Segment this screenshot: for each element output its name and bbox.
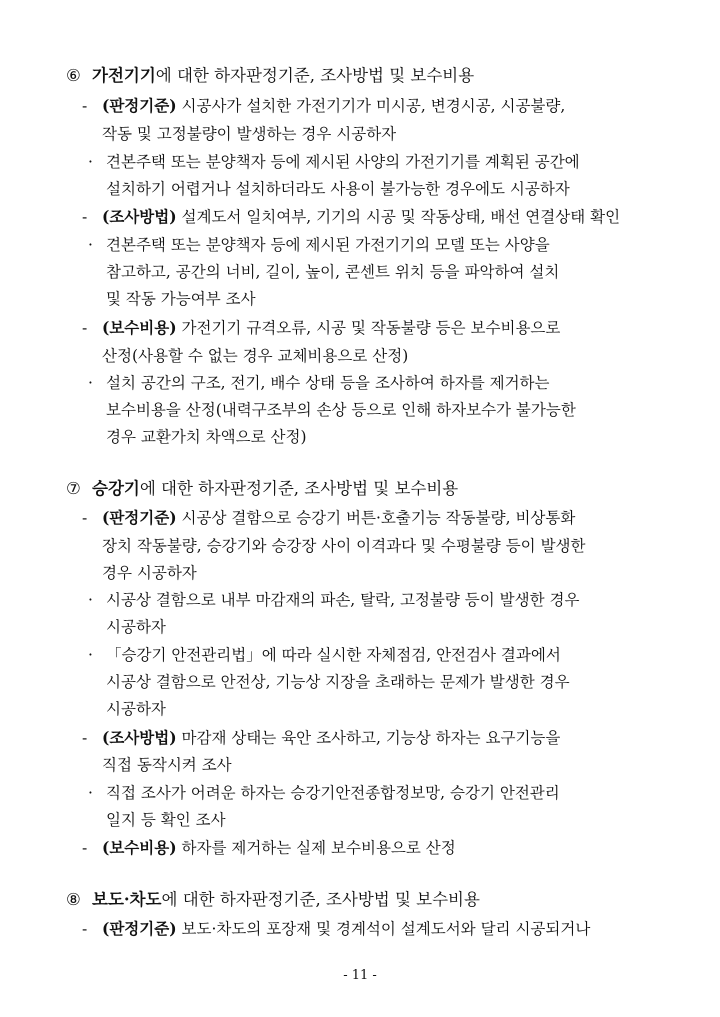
section-subject: 승강기 — [92, 479, 140, 498]
bullet-text: 설치 공간의 구조, 전기, 배수 상태 등을 조사하여 하자를 제거하는 — [106, 374, 550, 392]
cost-label: (보수비용) — [102, 838, 177, 857]
criteria-text-cont: 작동 및 고정불량이 발생하는 경우 시공하자 — [102, 125, 397, 143]
bullet-item — [88, 783, 560, 803]
section-subject: 보도·차도 — [92, 890, 162, 909]
bullet-marker: · — [88, 646, 93, 664]
section-heading — [66, 890, 480, 910]
bullet-text-cont: 시공하자 — [106, 700, 166, 718]
criteria-label: (판정기준) — [102, 919, 177, 938]
section-number: ⑧ — [66, 890, 81, 909]
dash-marker: - — [82, 509, 88, 527]
bullet-marker: · — [88, 236, 93, 254]
bullet-item — [88, 373, 550, 393]
cost-item — [82, 838, 456, 858]
bullet-text: 견본주택 또는 분양책자 등에 제시된 가전기기의 모델 또는 사양을 — [106, 236, 550, 254]
dash-marker: - — [82, 839, 88, 857]
cost-label: (보수비용) — [102, 318, 177, 337]
criteria-text: 보도·차도의 포장재 및 경계석이 설계도서와 달리 시공되거나 — [181, 920, 591, 938]
cost-text-cont: 산정(사용할 수 없는 경우 교체비용으로 산정) — [102, 347, 409, 365]
cost-item — [82, 318, 560, 338]
bullet-text-cont: 경우 교환가치 차액으로 산정) — [106, 428, 307, 446]
method-item — [82, 728, 560, 748]
bullet-text-cont: 설치하기 어렵거나 설치하더라도 사용이 불가능한 경우에도 시공하자 — [106, 180, 570, 198]
bullet-text: 「승강기 안전관리법」에 따라 실시한 자체점검, 안전검사 결과에서 — [106, 646, 561, 664]
bullet-text-cont: 참고하고, 공간의 너비, 길이, 높이, 콘센트 위치 등을 파악하여 설치 — [106, 263, 560, 281]
bullet-text-cont: 및 작동 가능여부 조사 — [106, 290, 256, 308]
cost-text: 가전기기 규격오류, 시공 및 작동불량 등은 보수비용으로 — [181, 319, 561, 337]
bullet-text: 직접 조사가 어려운 하자는 승강기안전종합정보망, 승강기 안전관리 — [106, 784, 560, 802]
bullet-item — [88, 590, 579, 610]
cost-text: 하자를 제거하는 실제 보수비용으로 산정 — [181, 839, 456, 857]
method-label: (조사방법) — [102, 728, 177, 747]
dash-marker: - — [82, 920, 88, 938]
bullet-marker: · — [88, 374, 93, 392]
page-number: - 11 - — [343, 968, 377, 983]
section-heading-text: 에 대한 하자판정기준, 조사방법 및 보수비용 — [139, 479, 459, 498]
bullet-text: 시공상 결함으로 내부 마감재의 파손, 탈락, 고정불량 등이 발생한 경우 — [106, 591, 580, 609]
criteria-item — [82, 508, 575, 528]
section-heading-text: 에 대한 하자판정기준, 조사방법 및 보수비용 — [161, 890, 480, 909]
method-text: 설계도서 일치여부, 기기의 시공 및 작동상태, 배선 연결상태 확인 — [181, 208, 621, 226]
criteria-label: (판정기준) — [102, 96, 177, 115]
bullet-text-cont: 시공상 결함으로 안전상, 기능상 지장을 초래하는 문제가 발생한 경우 — [106, 673, 570, 691]
section-heading — [66, 66, 474, 86]
method-item — [82, 207, 620, 227]
section-heading — [66, 479, 458, 499]
bullet-marker: · — [88, 153, 93, 171]
section-number: ⑦ — [66, 479, 81, 498]
method-text: 마감재 상태는 육안 조사하고, 기능상 하자는 요구기능을 — [181, 729, 561, 747]
criteria-text: 시공사가 설치한 가전기기가 미시공, 변경시공, 시공불량, — [181, 97, 566, 115]
bullet-text-cont: 일지 등 확인 조사 — [106, 811, 226, 829]
bullet-item — [88, 152, 580, 172]
dash-marker: - — [82, 97, 88, 115]
bullet-marker: · — [88, 591, 93, 609]
criteria-label: (판정기준) — [102, 508, 177, 527]
method-text-cont: 직접 동작시켜 조사 — [102, 756, 232, 774]
dash-marker: - — [82, 319, 88, 337]
criteria-text: 시공상 결함으로 승강기 버튼·호출기능 작동불량, 비상통화 — [181, 509, 576, 527]
dash-marker: - — [82, 208, 88, 226]
section-heading-text: 에 대한 하자판정기준, 조사방법 및 보수비용 — [155, 66, 475, 85]
bullet-text-cont: 시공하자 — [106, 618, 166, 636]
bullet-text: 견본주택 또는 분양책자 등에 제시된 사양의 가전기기를 계획된 공간에 — [106, 153, 580, 171]
dash-marker: - — [82, 729, 88, 747]
bullet-text-cont: 보수비용을 산정(내력구조부의 손상 등으로 인해 하자보수가 불가능한 — [106, 401, 576, 419]
bullet-item — [88, 645, 561, 665]
bullet-item — [88, 235, 550, 255]
method-label: (조사방법) — [102, 207, 177, 226]
bullet-marker: · — [88, 784, 93, 802]
section-subject: 가전기기 — [92, 66, 156, 85]
criteria-text-cont: 장치 작동불량, 승강기와 승강장 사이 이격과다 및 수평불량 등이 발생한 — [102, 537, 586, 555]
section-number: ⑥ — [66, 66, 81, 85]
criteria-text-cont: 경우 시공하자 — [102, 564, 197, 582]
criteria-item — [82, 96, 565, 116]
criteria-item — [82, 919, 590, 939]
